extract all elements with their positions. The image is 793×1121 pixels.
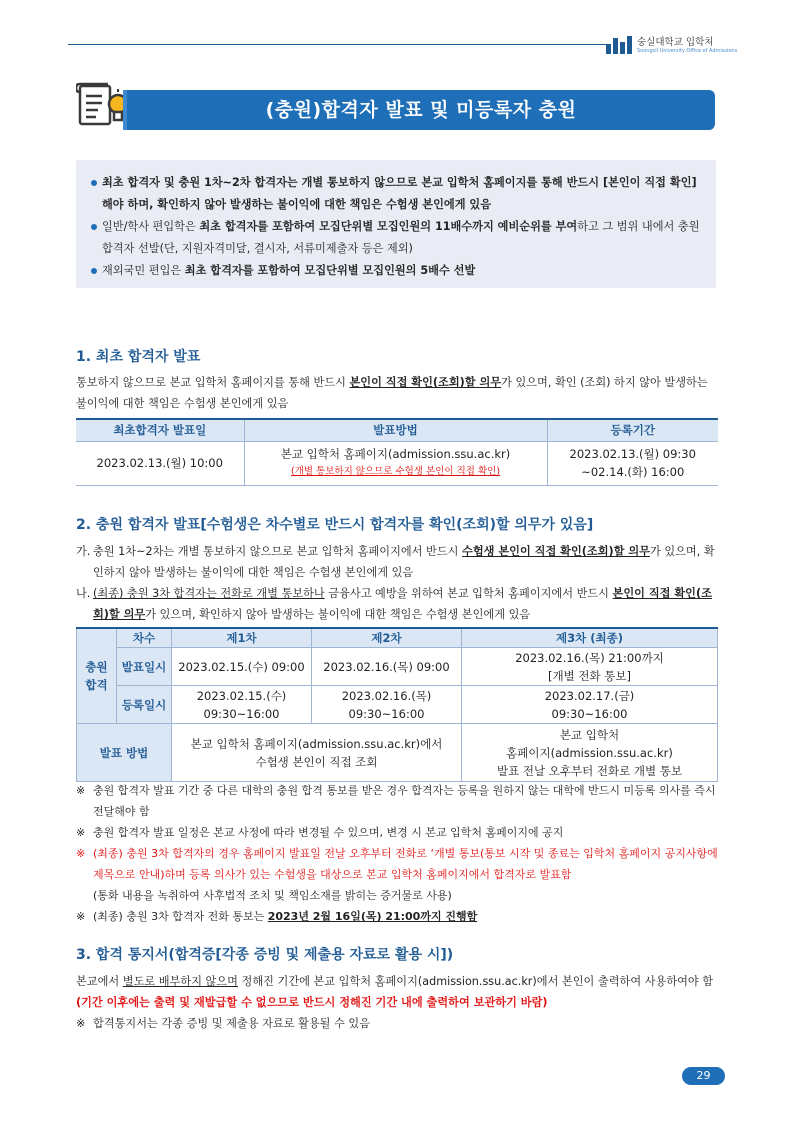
summary-box bbox=[76, 160, 716, 288]
logo-mark-icon bbox=[606, 36, 632, 54]
group-label: 충원 합격 bbox=[77, 628, 117, 724]
round-2-header: 제2차 bbox=[312, 628, 462, 648]
method-round-1-2: 본교 입학처 홈페이지(admission.ssu.ac.kr)에서 수험생 본인이 직접 조회 bbox=[172, 724, 462, 782]
summary-list bbox=[90, 172, 704, 282]
section-1-title: 1. 최초 합격자 발표 bbox=[76, 349, 201, 365]
register-round-2: 2023.02.16.(목) 09:30~16:00 bbox=[312, 686, 462, 724]
section-2-items bbox=[76, 541, 718, 625]
announce-round-3: 2023.02.16.(목) 21:00까지 [개별 전화 통보] bbox=[462, 648, 718, 686]
summary-item: 일반/학사 편입학은 최초 합격자를 포함하여 모집단위별 모집인원의 11배수까지 예비순위를 부여하고 그 범위 내에서 충원 합격자 선발(단, 지원자격미달, 결시자, 서류미제출자 등은 제외) bbox=[90, 216, 704, 260]
table-header: 등록기간 bbox=[547, 419, 718, 441]
header-rule bbox=[68, 44, 608, 45]
section-2-title: 2. 충원 합격자 발표[수험생은 차수별로 반드시 합격자를 확인(조회)할 의무가 있음] bbox=[76, 517, 594, 533]
summary-item: 최초 합격자 및 충원 1차~2차 합격자는 개별 통보하지 않으므로 본교 입학처 홈페이지를 통해 반드시 [본인이 직접 확인]해야 하며, 확인하지 않아 발생하는 불이익에 대한 책임은 수험생 본인에게 있음 bbox=[90, 172, 704, 216]
row-method-label: 발표 방법 bbox=[77, 724, 172, 782]
announce-round-1: 2023.02.15.(수) 09:00 bbox=[172, 648, 312, 686]
register-round-1: 2023.02.15.(수) 09:30~16:00 bbox=[172, 686, 312, 724]
method-round-3: 본교 입학처 홈페이지(admission.ssu.ac.kr) 발표 전날 오후부터 전화로 개별 통보 bbox=[462, 724, 718, 782]
register-round-3: 2023.02.17.(금) 09:30~16:00 bbox=[462, 686, 718, 724]
brand-name: 숭실대학교 입학처 bbox=[637, 36, 714, 48]
page-number: 29 bbox=[682, 1067, 725, 1085]
announce-round-2: 2023.02.16.(목) 09:00 bbox=[312, 648, 462, 686]
table-header: 최초합격자 발표일 bbox=[76, 419, 244, 441]
round-3-header: 제3차 (최종) bbox=[462, 628, 718, 648]
reissue-warning: (기간 이후에는 출력 및 재발급할 수 없으므로 반드시 정해진 기간 내에 출력하여 보관하기 바람) bbox=[76, 996, 548, 1009]
summary-item: 재외국민 편입은 최초 합격자를 포함하여 모집단위별 모집인원의 5배수 선발 bbox=[90, 260, 704, 282]
table-header: 발표방법 bbox=[244, 419, 547, 441]
brand-name-en: Soongsil University Office of Admissions bbox=[637, 47, 738, 54]
university-logo bbox=[606, 36, 737, 54]
section-3-paragraph: 본교에서 별도로 배부하지 않으며 정해진 기간에 본교 입학처 홈페이지(admission.ssu.ac.kr)에서 본인이 출력하여 사용하여야 함(기간 이후에는 출력 및 재발급할 수 없으므로 반드시 정해진 기간 내에 출력하여 보관하기 바람) ※ 합격통지서는 각종 증빙 및 제출용 자료로 활용될 수 있음 bbox=[76, 971, 718, 1034]
round-1-header: 제1차 bbox=[172, 628, 312, 648]
announce-date: 2023.02.13.(월) 10:00 bbox=[76, 441, 244, 485]
section-3-note: ※ 합격통지서는 각종 증빙 및 제출용 자료로 활용될 수 있음 bbox=[76, 1017, 371, 1030]
section-3-title: 3. 합격 통지서(합격증[각종 증빙 및 제출용 자료로 활용 시]) bbox=[76, 947, 454, 963]
note-4: ※ (최종) 충원 3차 합격자 전화 통보는 2023년 2월 16일(목) 21:00까지 진행함 bbox=[76, 910, 478, 923]
list-item-na: 나. (최종) 충원 3차 합격자는 전화로 개별 통보하나 금융사고 예방을 위하여 본교 입학처 홈페이지에서 반드시 본인이 직접 확인(조회)할 의무가 있으며, 확인하지 않아 발생하는 불이익에 대한 책임은 수험생 본인에게 있음 bbox=[76, 587, 712, 621]
row-announce-label: 발표일시 bbox=[117, 648, 172, 686]
supplementary-schedule-table bbox=[76, 627, 718, 782]
announce-method: 본교 입학처 홈페이지(admission.ssu.ac.kr) (개별 통보하지 않으므로 수험생 본인이 직접 확인) bbox=[244, 441, 547, 485]
page-title: (충원)합격자 발표 및 미등록자 충원 bbox=[265, 99, 577, 121]
note-2: ※ 충원 합격자 발표 일정은 본교 사정에 따라 변경될 수 있으며, 변경 시 본교 입학처 홈페이지에 공지 bbox=[76, 826, 564, 839]
note-3: ※ (최종) 충원 3차 합격자의 경우 홈페이지 발표일 전날 오후부터 전화로 ‘개별 통보(통보 시작 및 종료는 입학처 홈페이지 공지사항에 제목으로 안내)하며 등록 의사가 있는 수험생을 대상으로 본교 입학처 홈페이지에서 합격자로 발표함 (통화 내용을 녹취하여 사후법적 조치 및 책임소재를 밝히는 증거물로 사용) bbox=[76, 847, 718, 902]
row-register-label: 등록일시 bbox=[117, 686, 172, 724]
page-title-banner bbox=[127, 90, 715, 130]
col-header-round: 차수 bbox=[117, 628, 172, 648]
duty-emphasis: 본인이 직접 확인(조회)할 의무 bbox=[349, 376, 502, 389]
list-item-ga: 가. 충원 1차~2차는 개별 통보하지 않으므로 본교 입학처 홈페이지에서 반드시 수험생 본인이 직접 확인(조회)할 의무가 있으며, 확인하지 않아 발생하는 불이익에 대한 책임은 수험생 본인에게 있음 bbox=[76, 545, 715, 579]
section-1-paragraph: 통보하지 않으므로 본교 입학처 홈페이지를 통해 반드시 본인이 직접 확인(조회)할 의무가 있으며, 확인 (조회) 하지 않아 발생하는 불이익에 대한 책임은 수험생 본인에게 있음 bbox=[76, 376, 708, 410]
first-announcement-table bbox=[76, 418, 718, 486]
section-2-notes bbox=[76, 780, 718, 927]
note-1: ※ 충원 합격자 발표 기간 중 다른 대학의 충원 합격 통보를 받은 경우 합격자는 등록을 원하지 않는 대학에 반드시 미등록 의사를 즉시 전달해야 함 bbox=[76, 784, 716, 818]
register-period: 2023.02.13.(월) 09:30 ~02.14.(화) 16:00 bbox=[547, 441, 718, 485]
method-note: (개별 통보하지 않으므로 수험생 본인이 직접 확인) bbox=[290, 466, 501, 477]
